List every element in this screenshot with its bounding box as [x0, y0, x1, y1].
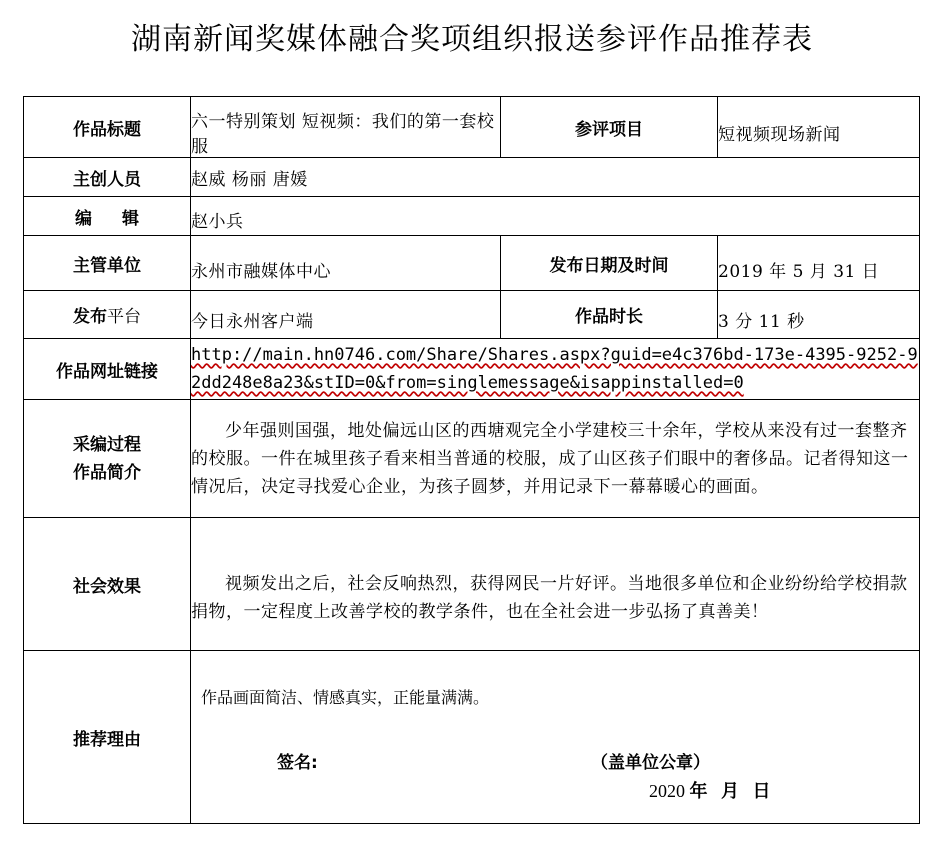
date-month-unit: 月 — [721, 781, 739, 801]
platform-label-a: 发布 — [73, 307, 107, 327]
platform-value: 今日永州客户端 — [191, 291, 501, 339]
reason-content — [191, 651, 919, 823]
platform-label-b: 平台 — [107, 307, 141, 327]
creators-value: 赵威 杨丽 唐媛 — [191, 158, 920, 197]
process-label-cell — [24, 400, 191, 518]
row-work-title — [24, 97, 920, 158]
date-day-unit: 日 — [752, 781, 771, 801]
reason-value: 作品画面简洁、情感真实，正能量满满。 — [201, 688, 490, 707]
row-reason — [24, 651, 920, 824]
work-title-label: 作品标题 — [24, 97, 191, 158]
url-cell — [191, 339, 920, 400]
unit-value: 永州市融媒体中心 — [191, 236, 501, 291]
url-label: 作品网址链接 — [24, 339, 191, 400]
row-unit — [24, 236, 920, 291]
effect-label: 社会效果 — [24, 518, 191, 651]
row-effect — [24, 518, 920, 651]
row-process — [24, 400, 920, 518]
unit-label: 主管单位 — [24, 236, 191, 291]
seal-label: （盖单位公章） — [591, 753, 710, 773]
signature-label: 签名: — [277, 753, 318, 773]
row-platform — [24, 291, 920, 339]
sign-date — [649, 777, 771, 803]
process-value: 少年强则国强，地处偏远山区的西塘观完全小学建校三十余年，学校从来没有过一套整齐的校服。一件在城里孩子看来相当普通的校服，成了山区孩子们眼中的奢侈品。记者得知这一情况后，决定寻找爱心企业，为孩子圆梦，并用记录下一幕幕暖心的画面。 — [191, 400, 920, 518]
publish-time-label: 发布日期及时间 — [501, 236, 718, 291]
duration-label: 作品时长 — [501, 291, 718, 339]
reason-label: 推荐理由 — [24, 651, 191, 824]
editor-value: 赵小兵 — [191, 197, 920, 236]
effect-value: 视频发出之后，社会反响热烈，获得网民一片好评。当地很多单位和企业纷纷给学校捐款捐物，一定程度上改善学校的教学条件，也在全社会进一步弘扬了真善美！ — [191, 518, 920, 651]
creators-label: 主创人员 — [24, 158, 191, 197]
editor-label: 编辑 — [75, 208, 169, 229]
publish-time-value: 2019 年 5 月 31 日 — [718, 236, 920, 291]
reason-cell — [191, 651, 920, 824]
category-label: 参评项目 — [501, 97, 718, 158]
form-title: 湖南新闻奖媒体融合奖项组织报送参评作品推荐表 — [131, 22, 813, 57]
row-editor — [24, 197, 920, 236]
row-url — [24, 339, 920, 400]
platform-label-cell — [24, 291, 191, 339]
date-year-unit: 年 — [689, 781, 708, 801]
recommendation-form-table — [23, 96, 920, 824]
process-label-line1: 采编过程 — [73, 434, 141, 455]
work-url-link[interactable]: http://main.hn0746.com/Share/Shares.aspx?guid=e4c376bd-173e-4395-9252-92dd248e8a23&stID=0&from=singlemessage&isappinstalled=0 — [191, 345, 918, 393]
row-creators — [24, 158, 920, 197]
duration-value: 3 分 11 秒 — [718, 291, 920, 339]
category-value: 短视频现场新闻 — [718, 97, 920, 158]
work-title-value: 六一特别策划 短视频：我们的第一套校服 — [191, 97, 501, 158]
editor-label-cell — [24, 197, 191, 236]
date-year: 2020 — [649, 781, 685, 801]
process-label-line2: 作品简介 — [73, 462, 141, 483]
